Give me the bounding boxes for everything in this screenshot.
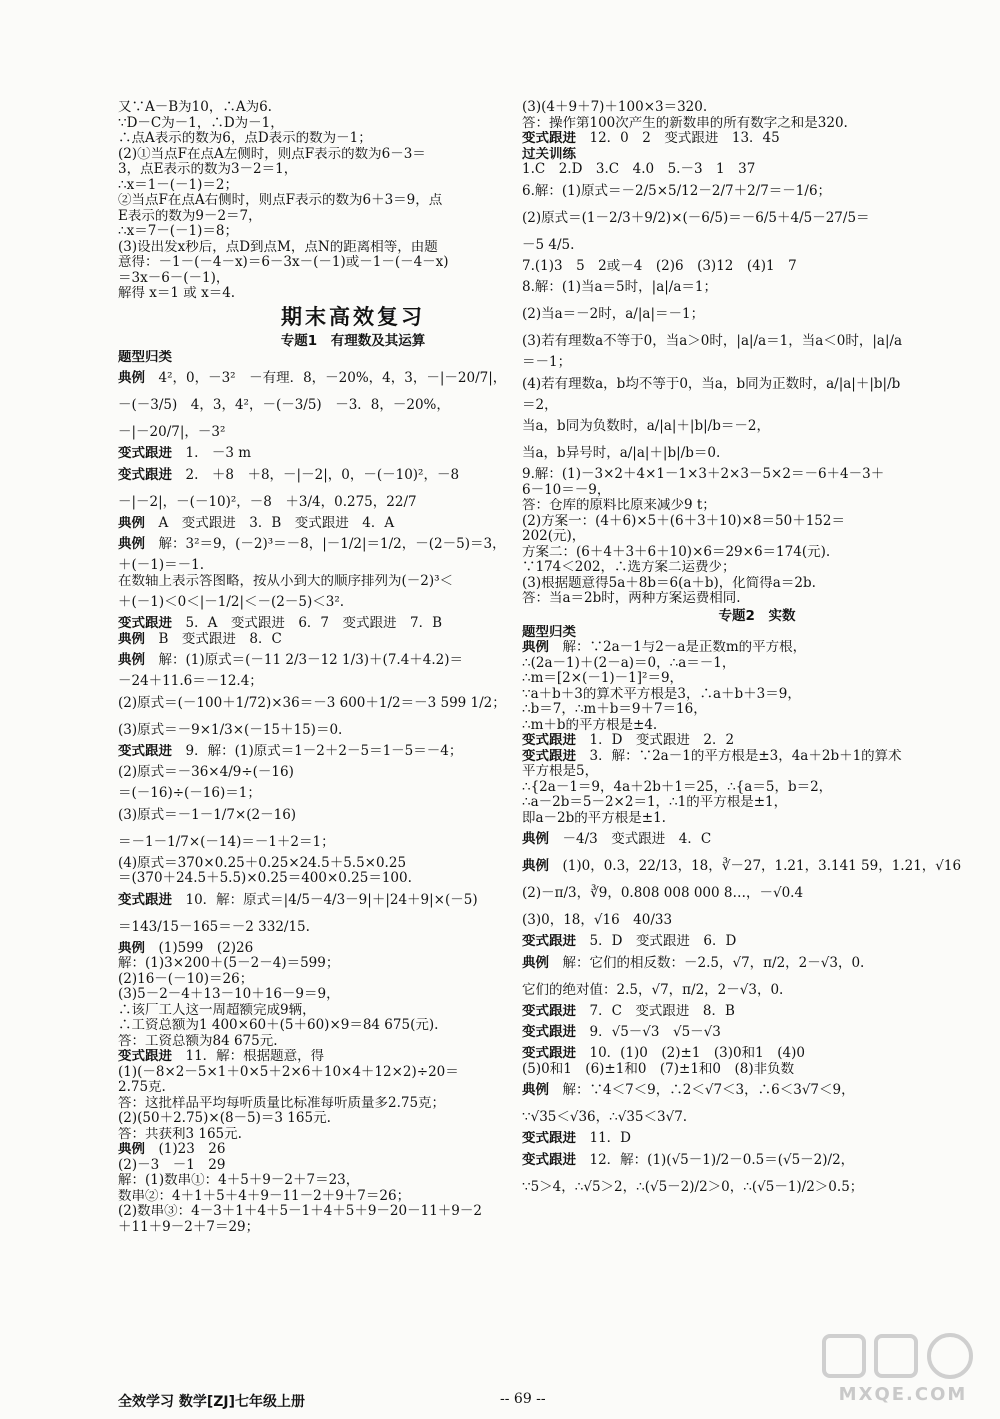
text-line: 答：共获利3 165元. bbox=[118, 1126, 242, 1142]
text-line: ＝3x－6－(－1)， bbox=[118, 270, 230, 286]
text-line: (2)数串③：4－3＋1＋4＋5－1＋4＋5＋9－20－11＋9－2 bbox=[118, 1204, 482, 1219]
text-line: 答：操作第100次产生的新数串的所有数字之和是320. bbox=[522, 115, 848, 131]
label-keyword: 变式跟进 bbox=[118, 743, 172, 759]
text-line: 意得：－1－(－4－x)＝6－3x－(－1)或－1－(－4－x) bbox=[118, 255, 449, 270]
text-line: 解得 x＝1 或 x＝4. bbox=[118, 286, 236, 301]
text-line bbox=[118, 350, 588, 366]
text-line bbox=[522, 1019, 992, 1046]
text-line bbox=[118, 647, 588, 674]
text-line: 9.解：(1)－3×2＋4×1－1×3＋2×3－5×2＝－6＋4－3＋ bbox=[522, 467, 885, 482]
text-line: 又∵A－B为10，∴A为6. bbox=[118, 100, 272, 115]
line-content: 2. ＋8 ＋8，－|－2|，0，－(－10)²，－8 bbox=[172, 466, 460, 483]
label-keyword: 典例 bbox=[118, 631, 145, 647]
text-line: ∴x＝1－(－1)＝2； bbox=[118, 177, 239, 193]
text-line: (2)方案一：(4＋6)×5＋(6＋3＋10)×8＝50＋152＝ bbox=[522, 513, 845, 529]
text-line: (2)原式＝(1－2/3＋9/2)×(－6/5)＝－6/5＋4/5－27/5＝ bbox=[522, 209, 870, 226]
line-content: 解：它们的相反数：－2.5，√7，π/2，2－√3，0. bbox=[549, 954, 865, 971]
text-line: 当a，b异号时，a/|a|＋|b|/b＝0. bbox=[522, 445, 721, 461]
right-column bbox=[522, 100, 992, 1201]
line-content: 9．√5－√3 √5－√3 bbox=[576, 1024, 721, 1040]
label-keyword: 变式跟进 bbox=[118, 1049, 172, 1064]
label-keyword: 变式跟进 bbox=[522, 1151, 576, 1168]
line-content: 12．解：(1)(√5－1)/2－0.5＝(√5－2)/2， bbox=[576, 1151, 855, 1168]
line-content: (1)23 26 bbox=[145, 1142, 226, 1157]
line-content: 3．解：∵2a－1的平方根是±3，4a＋2b＋1的算术 bbox=[576, 748, 902, 764]
text-line: ∴{2a－1＝9，4a＋2b＋1＝25，∴{a＝5，b＝2， bbox=[522, 779, 833, 795]
text-line: ∵√35＜√36，∴√35＜3√7. bbox=[522, 1109, 688, 1125]
text-line bbox=[522, 131, 992, 147]
text-line: E表示的数为9－2＝7， bbox=[118, 208, 262, 224]
text-line: (2)原式＝－36×4/9÷(－16) bbox=[118, 764, 294, 780]
text-line: 它们的绝对值：2.5，√7，π/2，2－√3，0. bbox=[522, 981, 784, 998]
label-keyword: 过关训练 bbox=[522, 146, 576, 162]
label-keyword: 变式跟进 bbox=[522, 1046, 576, 1061]
text-line: (3)若有理数a不等于0，当a＞0时，|a|/a＝1，当a＜0时，|a|/a bbox=[522, 333, 903, 349]
text-line bbox=[118, 616, 588, 632]
label-keyword: 变式跟进 bbox=[522, 1024, 576, 1040]
text-line: ＋11＋9－2＋7＝29； bbox=[118, 1219, 260, 1235]
text-line: ∵a＋b＋3的算术平方根是3，∴a＋b＋3＝9， bbox=[522, 686, 801, 702]
label-keyword: 典例 bbox=[118, 370, 145, 386]
text-line: ∴点A表示的数为6，点D表示的数为－1； bbox=[118, 131, 372, 146]
text-line: ∴(2a－1)＋(2－a)＝0，∴a＝－1， bbox=[522, 655, 736, 671]
text-line: ∴b＝7，∴m＋b＝9＋7＝16， bbox=[522, 702, 707, 717]
line-content: 解：∵2a－1与2－a是正数m的平方根， bbox=[549, 640, 807, 655]
topic-title-2: 专题2 实数 bbox=[718, 607, 796, 624]
text-line bbox=[118, 941, 588, 957]
text-line: 答：当a＝2b时，两种方案运费相同. bbox=[522, 591, 741, 606]
text-line bbox=[118, 1049, 588, 1065]
text-line bbox=[118, 516, 588, 532]
text-line bbox=[118, 365, 588, 392]
text-line bbox=[522, 950, 992, 977]
right-bottom-block bbox=[522, 625, 992, 1201]
text-line: －5 4/5. bbox=[522, 236, 575, 253]
text-line: (3)5－2－4＋13－10＋16－9＝9， bbox=[118, 987, 340, 1002]
line-content: (1)599 (2)26 bbox=[145, 940, 254, 956]
text-line: －24＋11.6＝－12.4； bbox=[118, 674, 263, 689]
text-line: (3)原式＝－9×1/3×(－15＋15)＝0. bbox=[118, 721, 343, 738]
topic-title-1: 专题1 有理数及其运算 bbox=[280, 332, 426, 349]
line-content: 12．0 2 变式跟进 13．45 bbox=[576, 131, 780, 146]
right-top-block bbox=[522, 100, 992, 607]
text-line: 2.75克. bbox=[118, 1080, 166, 1095]
label-keyword: 题型归类 bbox=[522, 624, 576, 640]
text-line bbox=[522, 826, 992, 853]
text-line: ＋(－1)＝－1. bbox=[118, 558, 205, 573]
text-line: (3)0，18，√16 40/33 bbox=[522, 912, 673, 928]
text-line: ＋(－1)＜0＜|－1/2|＜－(2－5)＜3². bbox=[118, 594, 345, 610]
line-content: A 变式跟进 3．B 变式跟进 4．A bbox=[145, 515, 395, 531]
watermark-text: MXQE.COM bbox=[838, 1384, 968, 1405]
watermark-logo bbox=[818, 1330, 988, 1410]
text-line: 解：(1)数串①：4＋5＋9－2＋7＝23， bbox=[118, 1173, 360, 1188]
label-keyword: 变式跟进 bbox=[522, 934, 576, 949]
line-content: 1. －3 m bbox=[172, 446, 252, 461]
line-content: 11．D bbox=[576, 1131, 632, 1146]
text-line: ∵D－C为－1，∴D为－1， bbox=[118, 115, 284, 131]
text-line bbox=[522, 733, 992, 749]
text-line: (2)①当点F在点A左侧时，则点F表示的数为6－3＝ bbox=[118, 146, 426, 162]
text-line: (2)－π/3，∛9，0.808 008 000 8…，－√0.4 bbox=[522, 885, 804, 901]
line-content: 4²，0，－3² －有理．8，－20%，4，3，－|－20/7|， bbox=[145, 370, 507, 386]
text-line: ∴a－2b＝5－2×2＝1，∴1的平方根是±1， bbox=[522, 795, 788, 810]
line-content: 解：(1)原式＝(－11 2/3－12 1/3)＋(7.4＋4.2)＝ bbox=[145, 652, 464, 668]
text-line: 答：这批样品平均每听质量比标准每听质量多2.75克； bbox=[118, 1095, 446, 1111]
text-line: －|－20/7|，－3² bbox=[118, 424, 226, 440]
text-line bbox=[118, 632, 588, 648]
text-line: 7.(1)3 5 2或－4 (2)6 (3)12 (4)1 7 bbox=[522, 258, 797, 274]
text-line: 在数轴上表示答图略，按从小到大的顺序排列为(－2)³＜ bbox=[118, 573, 454, 589]
label-keyword: 变式跟进 bbox=[118, 446, 172, 461]
line-content: B 变式跟进 8．C bbox=[145, 631, 282, 647]
line-content: 5．A 变式跟进 6．7 变式跟进 7．B bbox=[172, 616, 443, 631]
line-content: 7．C 变式跟进 8．B bbox=[576, 1003, 735, 1019]
label-keyword: 典例 bbox=[118, 652, 145, 668]
watermark-icon bbox=[818, 1330, 988, 1386]
text-line: (2)16－(－10)＝26； bbox=[118, 971, 254, 987]
text-line: 8.解：(1)当a＝5时，|a|/a＝1； bbox=[522, 279, 717, 295]
text-line bbox=[118, 887, 588, 914]
text-line: ∴m＋b的平方根是±4. bbox=[522, 717, 658, 733]
text-line bbox=[522, 749, 992, 765]
text-line: (4)若有理数a，b均不等于0，当a，b同为正数时，a/|a|＋|b|/b bbox=[522, 375, 901, 392]
line-content: 解：∵4＜7＜9，∴2＜√7＜3，∴6＜3√7＜9， bbox=[549, 1082, 855, 1098]
text-line: ∵5＞4，∴√5＞2，∴(√5－2)/2＞0，∴(√5－1)/2＞0.5； bbox=[522, 1178, 864, 1195]
text-line: 6－10＝－9， bbox=[522, 482, 611, 498]
text-line: ∴x＝7－(－1)＝8； bbox=[118, 224, 239, 239]
text-line bbox=[522, 1131, 992, 1147]
text-line: 当a，b同为负数时，a/|a|＋|b|/b＝－2， bbox=[522, 418, 770, 434]
text-line bbox=[522, 1004, 992, 1020]
text-line bbox=[118, 1142, 588, 1158]
label-keyword: 典例 bbox=[118, 940, 145, 956]
label-keyword: 变式跟进 bbox=[522, 1003, 576, 1019]
text-line: ∴工资总额为1 400×60＋(5＋60)×9＝84 675(元). bbox=[118, 1018, 439, 1033]
text-line: 即a－2b的平方根是±1. bbox=[522, 810, 666, 826]
text-line: 答：工资总额为84 675元. bbox=[118, 1033, 278, 1049]
text-line bbox=[522, 640, 992, 656]
label-keyword: 典例 bbox=[522, 858, 549, 874]
line-content: 10．解：原式＝|4/5－4/3－9|＋|24＋9|×(－5) bbox=[172, 891, 478, 908]
label-keyword: 题型归类 bbox=[118, 349, 172, 365]
line-content: －4/3 变式跟进 4．C bbox=[549, 831, 712, 847]
text-line: ＝－1－1/7×(－14)＝－1＋2＝1； bbox=[118, 833, 335, 850]
text-line: (2)原式＝(－100＋1/72)×36＝－3 600＋1/2＝－3 599 1/2； bbox=[118, 694, 506, 711]
text-line: 1.C 2.D 3.C 4.0 5.－3 1 37 bbox=[522, 162, 756, 177]
text-line: 平方根是5， bbox=[522, 764, 599, 779]
text-line: ＝(－16)÷(－16)＝1； bbox=[118, 786, 261, 801]
label-keyword: 变式跟进 bbox=[118, 891, 172, 908]
left-column bbox=[118, 100, 588, 1235]
text-line bbox=[522, 1077, 992, 1104]
left-top-block bbox=[118, 100, 588, 302]
line-content: 5．D 变式跟进 6．D bbox=[576, 934, 737, 949]
label-keyword: 变式跟进 bbox=[522, 1131, 576, 1146]
text-line bbox=[118, 462, 588, 489]
text-line: ＝143/15－165＝－2 332/15. bbox=[118, 918, 310, 935]
text-line: (5)0和1 (6)±1和0 (7)±1和0 (8)非负数 bbox=[522, 1061, 795, 1077]
label-keyword: 变式跟进 bbox=[118, 616, 172, 631]
label-keyword: 典例 bbox=[522, 954, 549, 971]
label-keyword: 典例 bbox=[118, 515, 145, 531]
text-line bbox=[118, 744, 588, 760]
text-line: 202(元)， bbox=[522, 529, 586, 544]
text-line bbox=[118, 531, 588, 558]
label-keyword: 典例 bbox=[118, 1142, 145, 1157]
text-line: (3)设出发x秒后，点D到点M，点N的距离相等，由题 bbox=[118, 239, 438, 255]
text-line: (4)原式＝370×0.25＋0.25×24.5＋5.5×0.25 bbox=[118, 855, 407, 871]
text-line: 数串②：4＋1＋5＋4＋9－11－2＋9＋7＝26； bbox=[118, 1188, 411, 1204]
text-line: (2)(50＋2.75)×(8－5)＝3 165元. bbox=[118, 1111, 331, 1126]
text-line bbox=[522, 853, 992, 880]
text-line: 解：(1)3×200＋(5－2－4)＝599； bbox=[118, 956, 340, 971]
text-line bbox=[522, 147, 992, 163]
book-title: 全效学习 数学[ZJ]七年级上册 bbox=[118, 1394, 306, 1410]
text-line: －(－3/5) 4，3，4²，－(－3/5) －3．8，－20%， bbox=[118, 397, 450, 413]
text-line: －|－2|，－(－10)²，－8 ＋3/4，0.275，22/7 bbox=[118, 493, 417, 510]
text-line: ＝(370＋24.5＋5.5)×0.25＝400×0.25＝100. bbox=[118, 871, 412, 886]
text-line: ∴m＝[2×(－1)－1]²＝9， bbox=[522, 671, 684, 686]
line-content: (1)0，0.3，22/13，18，∛－27，1.21，3.141 59，1.21，√16 bbox=[549, 858, 962, 874]
text-line: ＝2， bbox=[522, 397, 558, 413]
text-line bbox=[522, 625, 992, 641]
text-line: (3)原式＝－1－1/7×(2－16) bbox=[118, 806, 297, 823]
line-content: 11．解：根据题意，得 bbox=[172, 1049, 325, 1064]
label-keyword: 变式跟进 bbox=[522, 131, 576, 146]
text-line: ∵174＜202，∴选方案二运费少； bbox=[522, 560, 736, 575]
text-line: (3)根据题意得5a＋8b＝6(a＋b)，化简得a＝2b. bbox=[522, 575, 816, 591]
text-line bbox=[522, 934, 992, 950]
label-keyword: 变式跟进 bbox=[118, 466, 172, 483]
text-line: ∴该厂工人这一周超额完成9辆， bbox=[118, 1002, 316, 1018]
text-line: 3，点E表示的数为3－2＝1， bbox=[118, 162, 298, 177]
text-line: ②当点F在点A右侧时，则点F表示的数为6＋3＝9，点 bbox=[118, 193, 443, 208]
text-line bbox=[522, 1046, 992, 1062]
label-keyword: 典例 bbox=[522, 640, 549, 655]
label-keyword: 变式跟进 bbox=[522, 748, 576, 764]
left-bottom-block bbox=[118, 350, 588, 1236]
section-title: 期末高效复习 bbox=[281, 304, 425, 329]
page-number: -- 69 -- bbox=[500, 1391, 546, 1407]
text-line: (2)－3 －1 29 bbox=[118, 1157, 226, 1173]
text-line bbox=[522, 1147, 992, 1174]
label-keyword: 变式跟进 bbox=[522, 733, 576, 748]
label-keyword: 典例 bbox=[522, 1082, 549, 1098]
text-line: (1)(－8×2－5×1＋0×5＋2×6＋10×4＋12×2)÷20＝ bbox=[118, 1064, 459, 1080]
line-content: 1．D 变式跟进 2．2 bbox=[576, 733, 735, 748]
text-line: 6.解：(1)原式＝－2/5×5/12－2/7＋2/7＝－1/6； bbox=[522, 182, 832, 199]
text-line: 方案二：(6＋4＋3＋6＋10)×6＝29×6＝174(元). bbox=[522, 544, 831, 560]
text-line bbox=[118, 446, 588, 462]
line-content: 10．(1)0 (2)±1 (3)0和1 (4)0 bbox=[576, 1046, 805, 1061]
line-content: 9．解：(1)原式＝1－2＋2－5＝1－5＝－4； bbox=[172, 743, 463, 759]
text-line: (3)(4＋9＋7)＋100×3＝320. bbox=[522, 100, 708, 115]
line-content: 解：3²＝9，(－2)³＝－8，|－1/2|＝1/2，－(2－5)＝3， bbox=[145, 536, 506, 552]
text-line: (2)当a＝－2时，a/|a|＝－1； bbox=[522, 306, 705, 322]
text-line: ＝－1； bbox=[522, 355, 572, 370]
label-keyword: 典例 bbox=[118, 536, 145, 552]
text-line: 答：仓库的原料比原来减少9 t； bbox=[522, 498, 716, 513]
label-keyword: 典例 bbox=[522, 831, 549, 847]
